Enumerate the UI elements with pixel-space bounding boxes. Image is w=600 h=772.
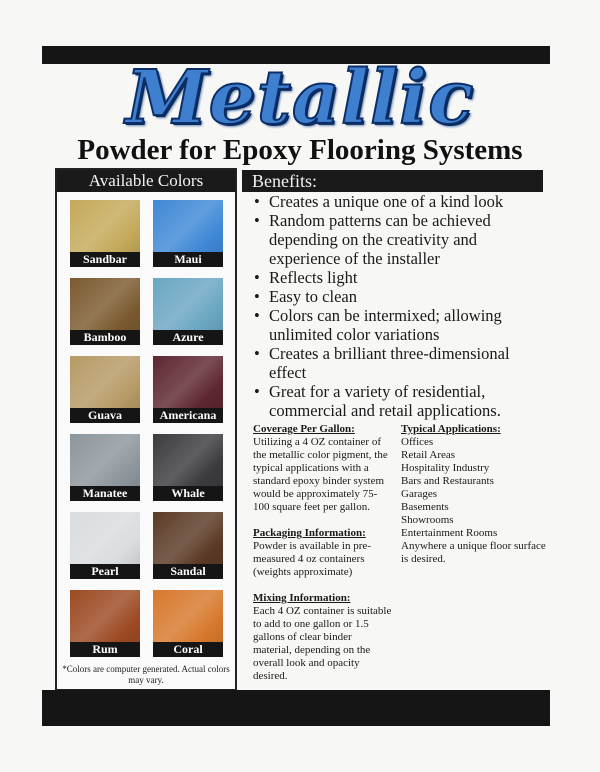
color-swatch-label: Pearl: [70, 564, 140, 579]
applications-heading: Typical Applications:: [401, 423, 501, 435]
color-swatch-maui: [153, 200, 223, 267]
color-swatch-coral: [153, 590, 223, 657]
color-swatch-azure: [153, 278, 223, 345]
benefit-item: • Great for a variety of residential, commercial and retail applications.: [252, 382, 544, 420]
packaging-heading: Packaging Information:: [253, 527, 366, 539]
color-swatch-label: Coral: [153, 642, 223, 657]
benefit-item: • Creates a unique one of a kind look: [252, 192, 544, 211]
application-item: Garages: [401, 488, 438, 500]
typical-applications-column: [401, 423, 546, 566]
benefit-item: • Colors can be intermixed; allowing unlimited color variations: [252, 306, 544, 344]
application-item: Retail Areas: [401, 449, 456, 461]
application-item: Hospitality Industry: [401, 462, 490, 474]
color-swatch-pearl: [70, 512, 140, 579]
color-swatch-label: Guava: [70, 408, 140, 423]
color-swatch-manatee: [70, 434, 140, 501]
packaging-text: Powder is available in pre-measured 4 oz containers (weights approximate): [253, 540, 371, 578]
coverage-text: Utilizing a 4 OZ container of the metallic color pigment, the typical applications with a standard epoxy binder system would be approximately 75-100 square feet per gallon.: [253, 436, 388, 513]
color-swatch-bamboo: [70, 278, 140, 345]
color-swatch-label: Whale: [153, 486, 223, 501]
color-swatch-label: Manatee: [70, 486, 140, 501]
color-swatch-rum: [70, 590, 140, 657]
color-swatch-label: Azure: [153, 330, 223, 345]
color-swatch-whale: [153, 434, 223, 501]
benefit-item: • Easy to clean: [252, 287, 544, 306]
application-item: Offices: [401, 436, 434, 448]
benefits-heading: Benefits:: [242, 170, 543, 192]
page-subtitle: Powder for Epoxy Flooring Systems: [77, 134, 523, 166]
color-swatch-sandbar: [70, 200, 140, 267]
mixing-heading: Mixing Information:: [253, 592, 351, 604]
application-item: Entertainment Rooms: [401, 527, 498, 539]
color-swatch-label: Rum: [70, 642, 140, 657]
info-left-column: [253, 423, 393, 683]
benefits-list: [252, 192, 544, 420]
available-colors-panel: [55, 168, 237, 691]
color-swatch-label: Bamboo: [70, 330, 140, 345]
color-swatch-sandal: [153, 512, 223, 579]
benefit-item: • Reflects light: [252, 268, 544, 287]
bottom-bar: [42, 690, 550, 726]
mixing-text: Each 4 OZ container is suitable to add to one gallon or 1.5 gallons of clear binder material, depending on the overall look and opacity desired.: [253, 605, 392, 682]
available-colors-heading: Available Colors: [57, 170, 235, 192]
application-item: Bars and Restaurants: [401, 475, 494, 487]
benefit-item: • Random patterns can be achieved depending on the creativity and experience of the installer: [252, 211, 544, 268]
color-swatch-label: Maui: [153, 252, 223, 267]
coverage-heading: Coverage Per Gallon:: [253, 423, 355, 435]
color-swatch-americana: [153, 356, 223, 423]
color-swatch-guava: [70, 356, 140, 423]
color-swatch-label: Sandbar: [70, 252, 140, 267]
benefit-item: • Creates a brilliant three-dimensional effect: [252, 344, 544, 382]
color-swatch-label: Sandal: [153, 564, 223, 579]
application-item: Anywhere a unique floor surface is desired.: [401, 540, 546, 565]
application-item: Basements: [401, 501, 449, 513]
metallic-logo: Metallic: [125, 55, 475, 141]
application-item: Showrooms: [401, 514, 454, 526]
color-swatch-label: Americana: [153, 408, 223, 423]
color-disclaimer: *Colors are computer generated. Actual colors may vary.: [62, 664, 230, 685]
